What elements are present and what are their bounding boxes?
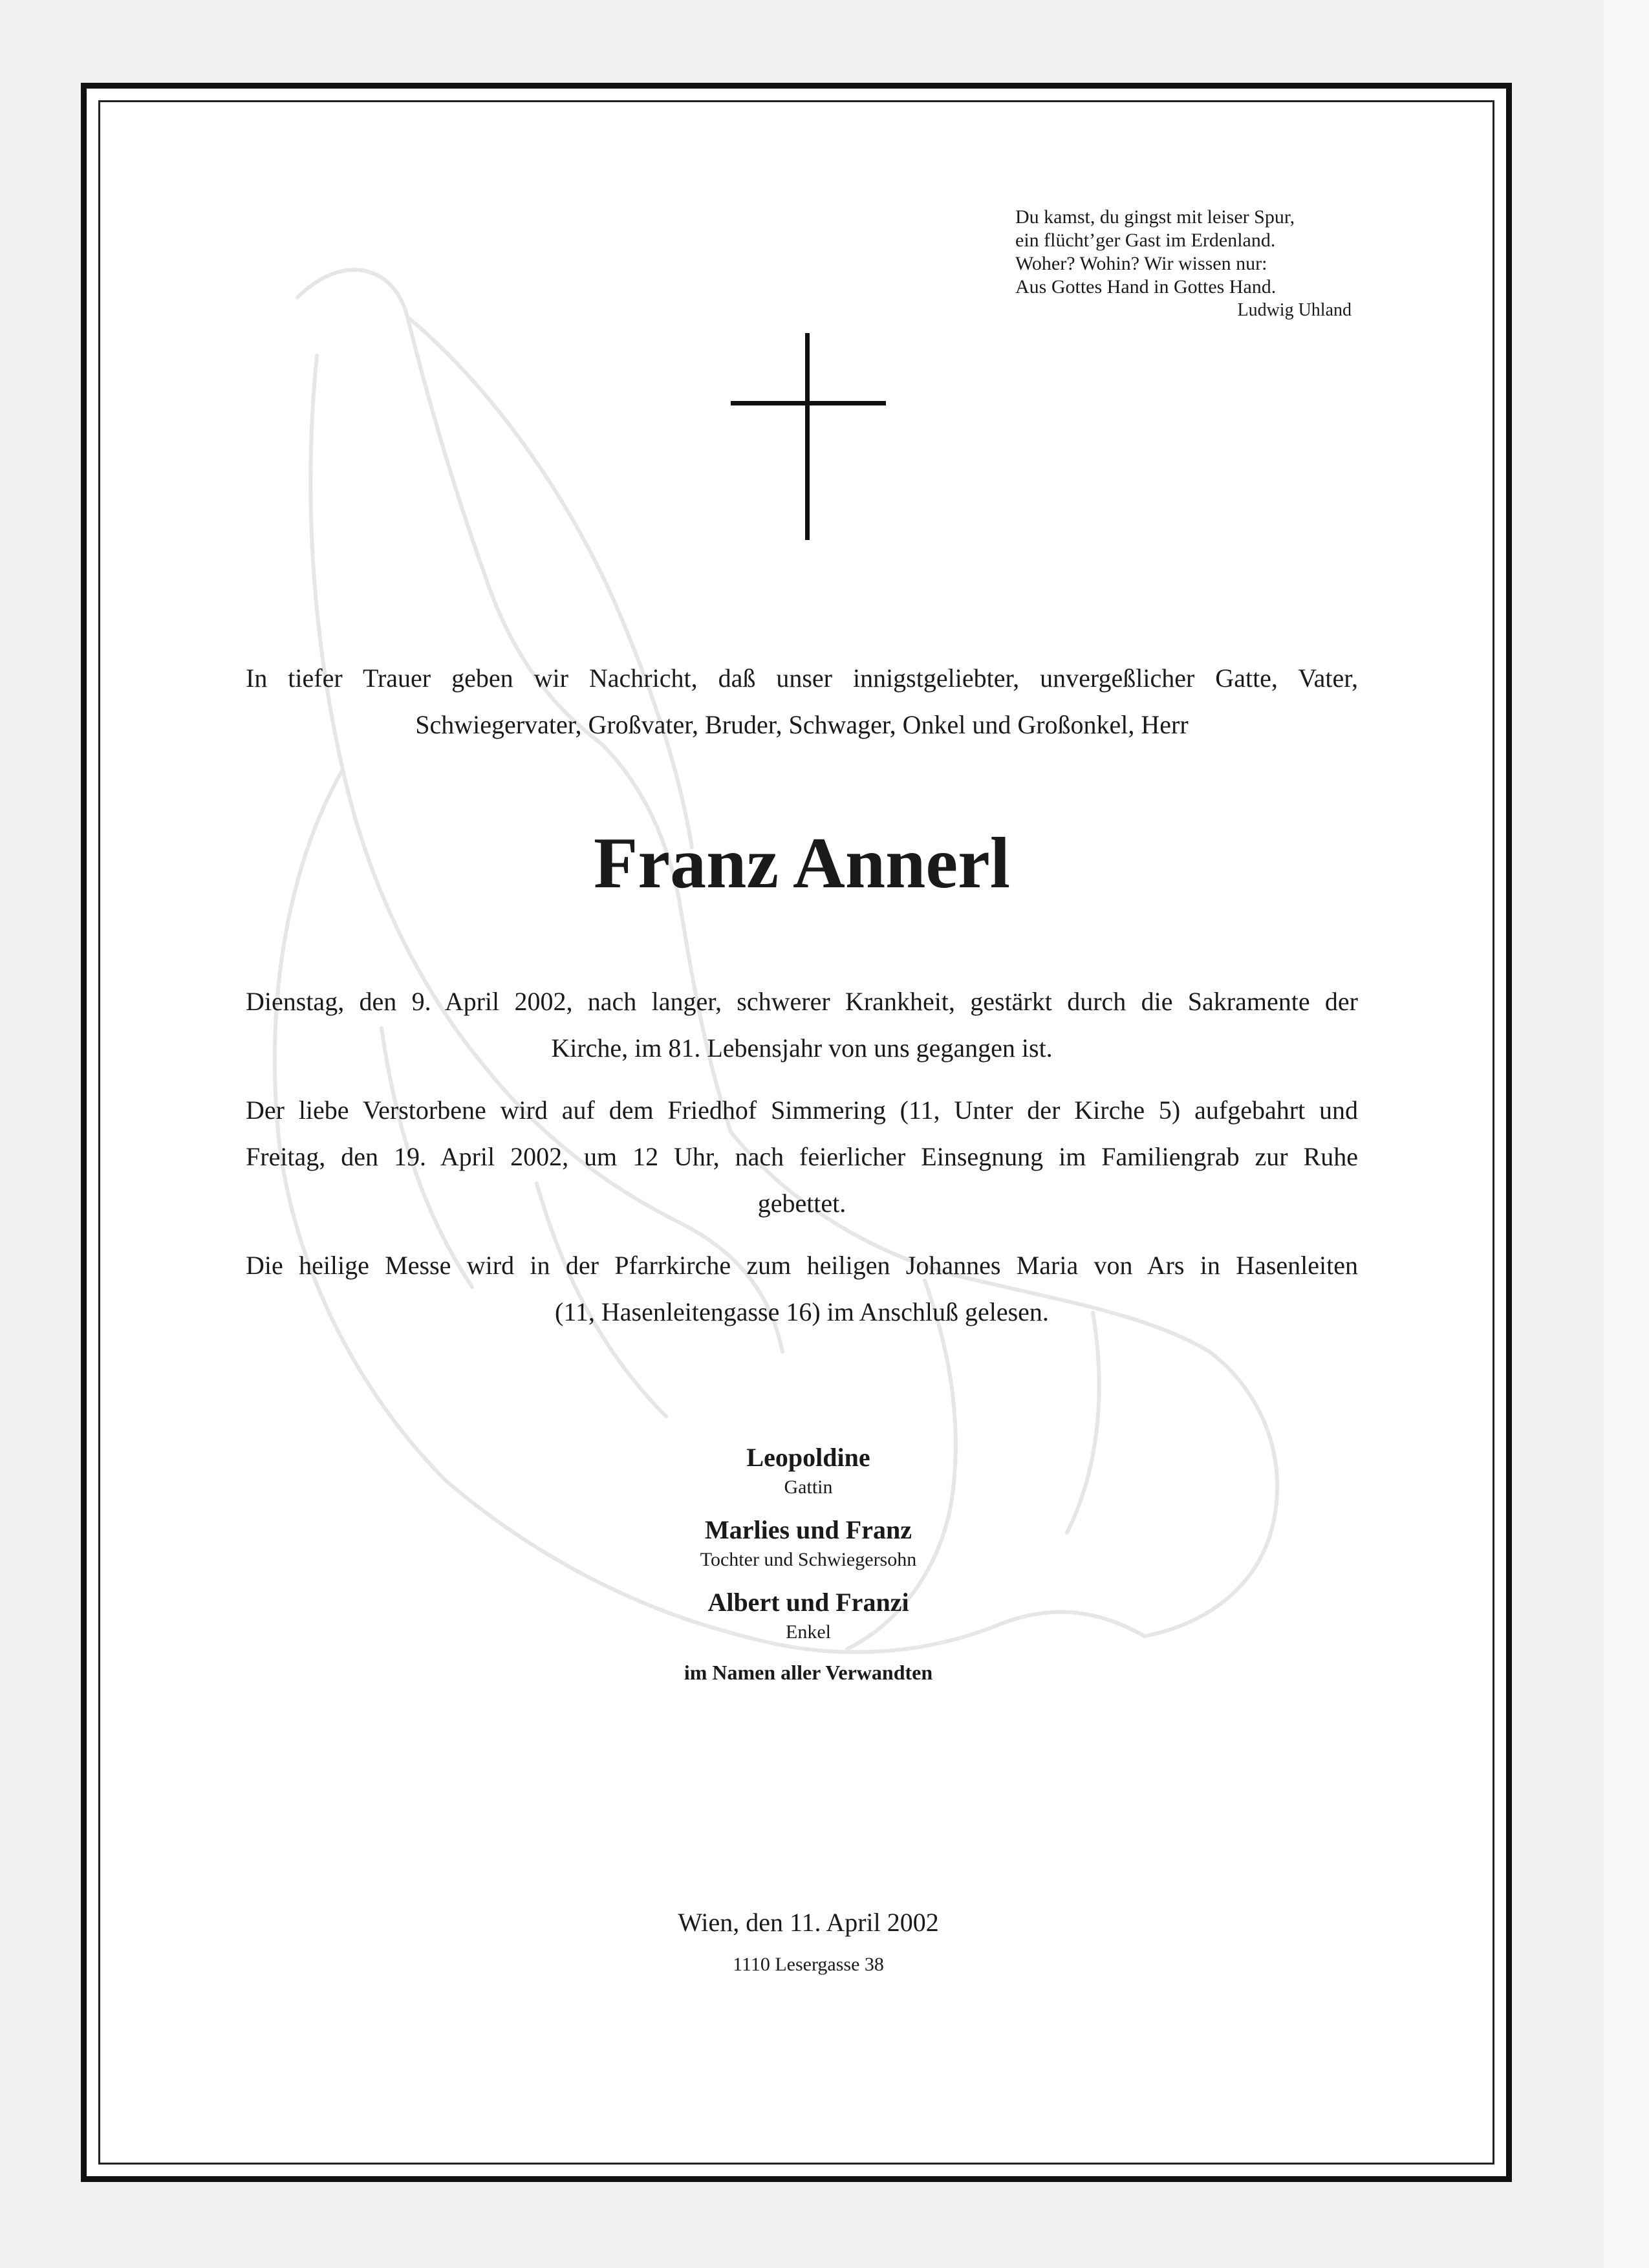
place-date: Wien, den 11. April 2002 [678,1908,939,1937]
body-line: Der liebe Verstorbene wird auf dem Friedhof Simmering (11, Unter der Kirche 5) aufgebahrt und [246,1096,1358,1125]
body-paragraph [246,978,1358,1072]
poem-line: Woher? Wohin? Wir wissen nur: [1015,253,1267,274]
body-line: Dienstag, den 9. April 2002, nach langer, schwerer Krankheit, gestärkt durch die Sakramente der [246,987,1358,1016]
body-line: gebettet. [757,1189,846,1218]
intro-line: In tiefer Trauer geben wir Nachricht, daß unser innigstgeliebter, unvergeßlicher Gatte, Vater, [246,664,1358,693]
body-line: Freitag, den 19. April 2002, um 12 Uhr, nach feierlicher Einsegnung im Familiengrab zur Ruhe [246,1142,1358,1171]
poem-line: Aus Gottes Hand in Gottes Hand. [1015,276,1277,297]
body-paragraph [246,1087,1358,1227]
body-line: (11, Hasenleitengasse 16) im Anschluß gelesen. [555,1297,1049,1326]
poem-line: Du kamst, du gingst mit leiser Spur, [1015,206,1295,228]
mourner-relation: Enkel [786,1621,831,1643]
announcement-body [246,978,1358,1351]
mourner-name: Marlies und Franz [705,1515,912,1544]
poem [1015,206,1352,322]
mourner-name: Leopoldine [746,1443,870,1472]
mourners-list [601,1441,1015,1687]
deceased-name: Franz Annerl [594,823,1010,903]
closing-line: im Namen aller Verwandten [684,1661,933,1684]
mourner-name: Albert und Franzi [707,1588,909,1617]
mourner-relation: Tochter und Schwiegersohn [700,1549,917,1570]
poem-author: Ludwig Uhland [1237,300,1352,320]
page-edge [1604,0,1649,2268]
body-line: Kirche, im 81. Lebensjahr von uns gegangen ist. [551,1033,1053,1063]
cross-icon [731,333,886,540]
intro-line: Schwiegervater, Großvater, Bruder, Schwager, Onkel und Großonkel, Herr [415,710,1189,739]
body-line: Die heilige Messe wird in der Pfarrkirche zum heiligen Johannes Maria von Ars in Hasenleiten [246,1251,1358,1280]
body-paragraph [246,1242,1358,1335]
address: 1110 Lesergasse 38 [733,1954,884,1975]
poem-line: ein flücht’ger Gast im Erdenland. [1015,230,1276,251]
mourner-relation: Gattin [784,1476,833,1498]
intro-text [246,655,1358,748]
